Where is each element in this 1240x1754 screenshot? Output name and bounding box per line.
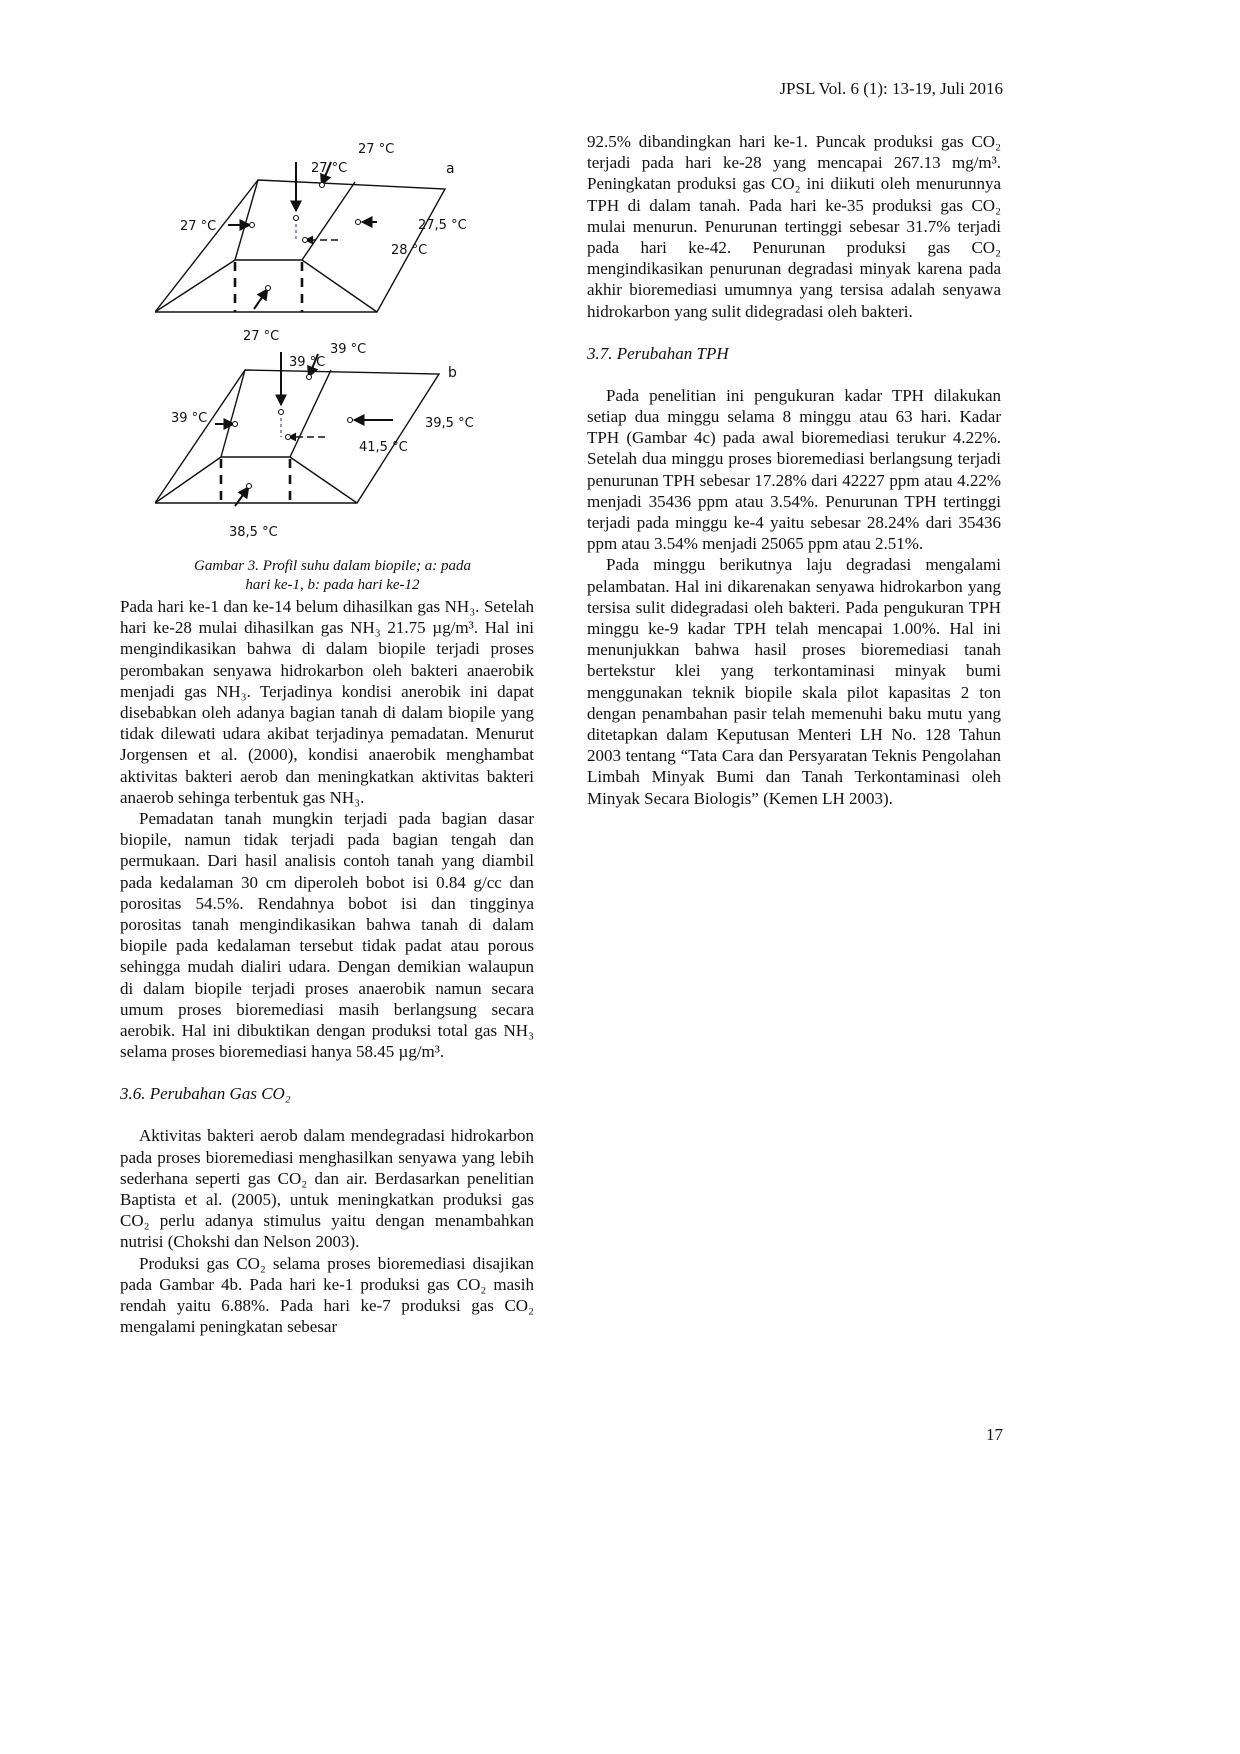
section-heading-3-6: 3.6. Perubahan Gas CO₂ (120, 1084, 291, 1104)
paragraph-compaction: Pemadatan tanah mungkin terjadi pada bagian dasar biopile, namun tidak terjadi pada bagian tengah dan permukaan. Dari hasil analisis contoh tanah yang diambil pada kedalaman 30 cm diperoleh bobot isi 0.84 g/cc dan porositas 54.5%. Rendahnya bobot isi dan tingginya porositas tanah mengindikasikan bahwa tanah di dalam biopile pada kedalaman tersebut tidak padat atau porous sehingga mudah dialiri udara. Dengan demikian walaupun di dalam biopile terjadi proses anaerobik namun secara umum proses bioremediasi masih berlangsung secara aerobik. Hal ini dibuktikan dengan produksi total gas NH₃ selama proses bioremediasi hanya 58.45 µg/m³. (120, 809, 534, 1062)
page-number: 17 (986, 1425, 1003, 1444)
panel-a-top-label: 27 °C (358, 142, 395, 157)
biopile-temperature-diagram (155, 132, 500, 544)
panel-b-bottom-label: 38,5 °C (229, 525, 278, 540)
panel-a-top-inner-label: 27 °C (311, 161, 348, 176)
panel-b-left-label: 39 °C (171, 411, 208, 426)
section-heading-3-7: 3.7. Perubahan TPH (587, 343, 729, 363)
paragraph-tph-slowdown: Pada minggu berikutnya laju degradasi mengalami pelambatan. Hal ini dikarenakan senyawa hidrokarbon yang tersisa sulit didegradasi oleh bakteri. Pada pengukuran TPH minggu ke-9 kadar TPH telah mencapai 1.00%. Hal ini menunjukkan bahwa hasil proses bioremediasi tanah bertekstur klei yang terkontaminasi minyak bumi menggunakan teknik biopile skala pilot kapasitas 2 ton dengan penambahan pasir telah memenuhi baku mutu yang ditetapkan dalam Keputusan Menteri LH No. 128 Tahun 2003 tentang “Tata Cara dan Persyaratan Teknis Pengolahan Limbah Minyak Bumi dan Tanah Terkontaminasi oleh Minyak Secara Biologis” (Kemen LH 2003). (587, 555, 1001, 808)
panel-b-tag: b (448, 365, 457, 381)
figure-3 (155, 132, 500, 544)
paragraph-tph-measurement: Pada penelitian ini pengukuran kadar TPH dilakukan setiap dua minggu selama 8 minggu atau 63 hari. Kadar TPH (Gambar 4c) pada awal bioremediasi terukur 4.22%. Setelah dua minggu proses bioremediasi berlangsung terjadi penurunan TPH sebesar 17.28% dari 42227 ppm atau 4.22% menjadi 35436 ppm atau 3.54%. Penurunan TPH tertinggi terjadi pada minggu ke-4 yaitu sebesar 28.24% dari 35436 ppm atau 3.54% menjadi 25065 ppm atau 2.51%. (587, 385, 1001, 554)
figure-3-caption (150, 557, 515, 595)
panel-b-center-label: 41,5 °C (359, 440, 408, 455)
paragraph-co2-production: Produksi gas CO₂ selama proses bioremediasi disajikan pada Gambar 4b. Pada hari ke-1 produksi gas CO₂ masih rendah yaitu 6.88%. Pada hari ke-7 produksi gas CO₂ mengalami peningkatan sebesar (120, 1253, 534, 1337)
panel-a-left-label: 27 °C (180, 219, 217, 234)
panel-a-tag: a (446, 161, 455, 177)
paragraph-nh3: Pada hari ke-1 dan ke-14 belum dihasilkan gas NH₃. Setelah hari ke-28 mulai dihasilkan gas NH₃ 21.75 µg/m³. Hal ini mengindikasikan bahwa di dalam biopile terjadi proses perombakan senyawa hidrokarbon oleh bakteri anaerobik menjadi gas NH₃. Terjadinya kondisi anerobik ini dapat disebabkan oleh adanya bagian tanah di dalam biopile yang tidak dilewati udara akibat terjadinya pemadatan. Menurut Jorgensen et al. (2000), kondisi anaerobik menghambat aktivitas bakteri aerob dan meningkatkan aktivitas bakteri anaerob sehinga terbentuk gas NH₃. (120, 597, 534, 807)
panel-a-center-label: 28 °C (391, 243, 428, 258)
panel-b-top-inner-label: 39 °C (289, 355, 326, 370)
panel-a-bottom-label: 27 °C (243, 329, 280, 344)
panel-b-right-label: 39,5 °C (425, 416, 474, 431)
caption-line-1: Gambar 3. Profil suhu dalam biopile; a: pada (194, 558, 471, 574)
paragraph-co2-peak: 92.5% dibandingkan hari ke-1. Puncak produksi gas CO₂ terjadi pada hari ke-28 yang mencapai 267.13 mg/m³. Peningkatan produksi gas CO₂ ini diikuti oleh menurunnya TPH di dalam tanah. Pada hari ke-35 produksi gas CO₂ mulai menurun. Penurunan tertinggi sebesar 31.7% terjadi pada hari ke-42. Penurunan produksi gas CO₂ mengindikasikan penurunan degradasi minyak karena pada akhir bioremediasi umumnya yang tersisa adalah senyawa hidrokarbon yang sulit didegradasi oleh bakteri. (587, 132, 1001, 321)
panel-a-right-label: 27,5 °C (418, 218, 467, 233)
caption-line-2: hari ke-1, b: pada hari ke-12 (245, 577, 420, 593)
panel-b-top-label: 39 °C (330, 342, 367, 357)
paragraph-aerob-activity: Aktivitas bakteri aerob dalam mendegradasi hidrokarbon pada proses bioremediasi menghasilkan senyawa yang lebih sederhana seperti gas CO₂ dan air. Berdasarkan penelitian Baptista et al. (2005), untuk meningkatkan produksi gas CO₂ perlu adanya stimulus yaitu dengan menambahkan nutrisi (Chokshi dan Nelson 2003). (120, 1126, 534, 1252)
running-head: JPSL Vol. 6 (1): 13-19, Juli 2016 (779, 79, 1003, 98)
left-column (120, 596, 534, 1338)
right-column (587, 131, 1001, 809)
panel-b-sensors (233, 375, 353, 489)
